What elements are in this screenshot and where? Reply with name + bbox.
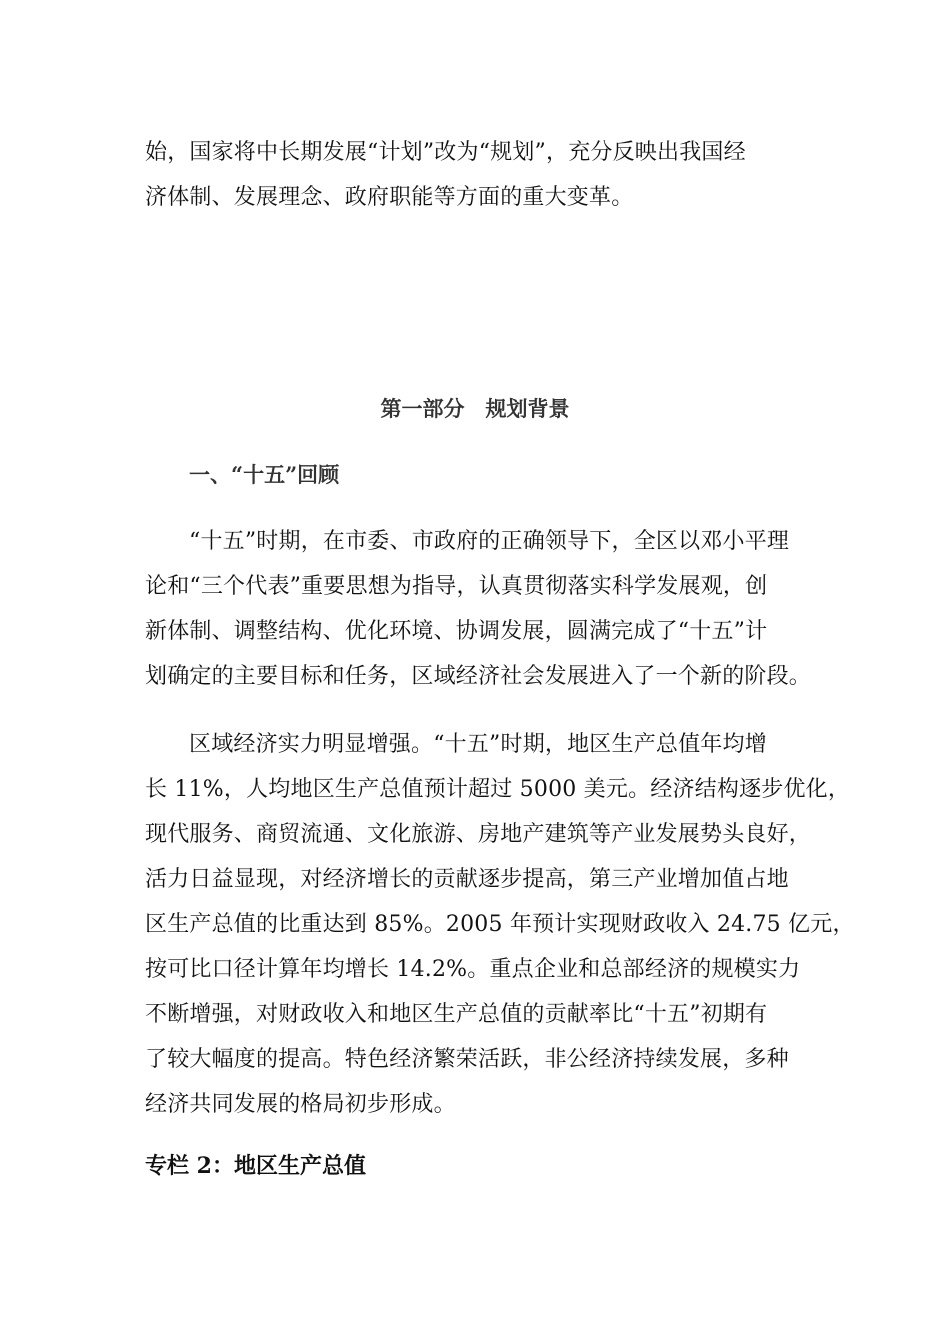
text-line: 经济共同发展的格局初步形成。 [145,1092,456,1117]
text-line: 始，国家将中长期发展“计划”改为“规划”，充分反映出我国经 [145,140,746,165]
text-line: 区域经济实力明显增强。“十五”时期，地区生产总值年均增 [189,732,767,757]
text-line: 划确定的主要目标和任务，区域经济社会发展进入了一个新的阶段。 [145,664,812,689]
text-line: 按可比口径计算年均增长 14.2%。重点企业和总部经济的规模实力 [145,957,801,982]
text-line: 论和“三个代表”重要思想为指导，认真贯彻落实科学发展观，创 [145,574,768,599]
paragraph-review [145,519,815,699]
section-title: 第一部分 规划背景 [380,396,570,421]
paragraph-economy [145,722,855,1127]
text-line: 区生产总值的比重达到 85%。2005 年预计实现财政收入 24.75 亿元， [145,912,855,937]
text-line: “十五”时期，在市委、市政府的正确领导下，全区以邓小平理 [189,529,790,554]
text-line: 现代服务、商贸流通、文化旅游、房地产建筑等产业发展势头良好， [145,822,812,847]
intro-paragraph [145,130,815,220]
text-line: 新体制、调整结构、优化环境、协调发展，圆满完成了“十五”计 [145,619,768,644]
text-line: 长 11%，人均地区生产总值预计超过 5000 美元。经济结构逐步优化， [145,777,851,802]
subsection-heading: 一、“十五”回顾 [189,462,340,487]
text-line: 了较大幅度的提高。特色经济繁荣活跃，非公经济持续发展，多种 [145,1047,789,1072]
text-line: 不断增强，对财政收入和地区生产总值的贡献率比“十五”初期有 [145,1002,768,1027]
text-line: 济体制、发展理念、政府职能等方面的重大变革。 [145,185,634,210]
text-line: 活力日益显现，对经济增长的贡献逐步提高，第三产业增加值占地 [145,867,789,892]
box-title: 专栏 2：地区生产总值 [145,1153,366,1179]
